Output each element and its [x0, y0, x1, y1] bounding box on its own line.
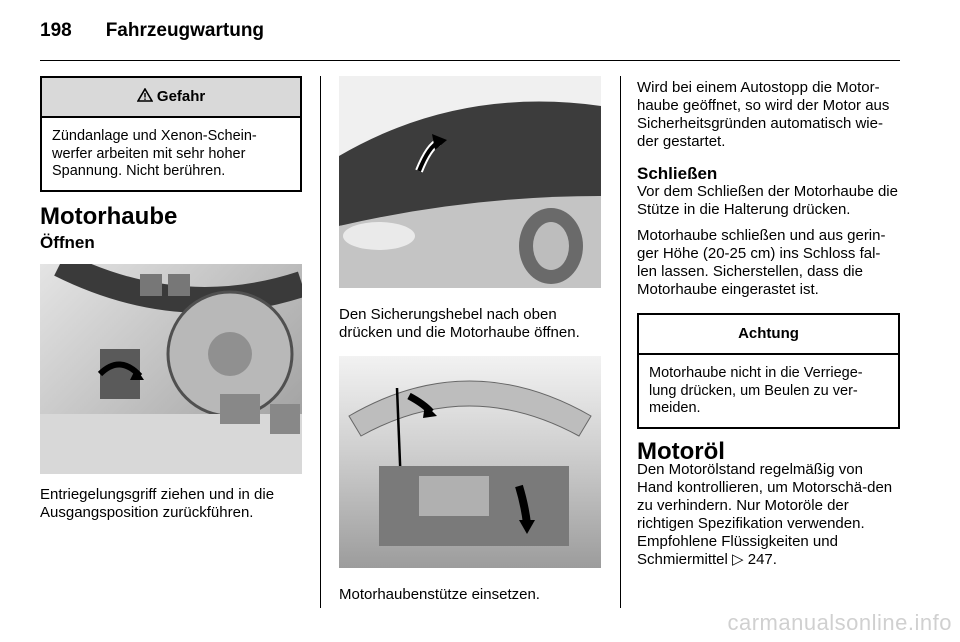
header-rule	[40, 60, 900, 61]
watermark: carmanualsonline.info	[727, 610, 952, 635]
engine-oil-page-ref[interactable]: 247.	[747, 550, 777, 568]
release-lever-illustration	[40, 264, 302, 474]
danger-box-text: Zündanlage und Xenon-Schein-werfer arbeiten mit sehr hoher Spannung. Nicht berühren.	[52, 128, 257, 179]
engine-oil-paragraph	[637, 461, 900, 569]
caption-safety-lever: Den Sicherungshebel nach oben drücken und die Motorhaube öffnen.	[339, 306, 580, 341]
caption-release-lever: Entriegelungsgriff ziehen und in die Ausgangsposition zurückführen.	[40, 485, 275, 521]
column-3	[637, 76, 900, 569]
engine-oil-text: Den Motorölstand regelmäßig von Hand kontrollieren, um Motorschä-den zu verhindern. Nur Motoröle der richtigen Spezifikation verwenden. Empfohlene Flüssigkeiten und Schmiermittel	[637, 460, 893, 568]
page-header	[40, 20, 264, 42]
caution-box-title: Achtung	[639, 315, 898, 355]
column-1	[40, 76, 302, 522]
section-heading-motoroel: Motoröl	[637, 437, 725, 465]
section-title: Fahrzeugwartung	[105, 20, 265, 41]
danger-box-title: Gefahr	[156, 88, 206, 105]
danger-box	[40, 76, 302, 192]
caution-box-text: Motorhaube nicht in die Verriege-lung drücken, um Beulen zu ver-meiden.	[649, 365, 863, 416]
closing-paragraph-1: Vor dem Schließen der Motorhaube die Stütze in die Halterung drücken.	[637, 183, 898, 218]
autostop-paragraph: Wird bei einem Autostopp die Motor-haube geöffnet, so wird der Motor aus Sicherheitsgründen automatisch wie-der gestartet.	[637, 79, 890, 150]
subheading-oeffnen: Öffnen	[40, 232, 95, 252]
danger-box-header	[42, 78, 300, 118]
hood-latch-illustration	[339, 76, 601, 288]
page-reference-arrow-icon: ▷	[732, 550, 744, 568]
closing-paragraph-2: Motorhaube schließen und aus gerin-ger Höhe (20-25 cm) ins Schloss fal-len lassen. Sicherstellen, dass die Motorhaube eingerastet ist.	[637, 227, 886, 298]
column-divider-1	[320, 76, 321, 608]
hood-stay-illustration	[339, 356, 601, 568]
subheading-schliessen: Schließen	[637, 164, 718, 183]
page-number: 198	[40, 20, 72, 41]
warning-triangle-icon	[137, 88, 157, 105]
caution-box	[637, 313, 900, 429]
column-2	[339, 76, 601, 604]
column-divider-2	[620, 76, 621, 608]
caption-hood-stay: Motorhaubenstütze einsetzen.	[339, 586, 540, 603]
section-heading-motorhaube: Motorhaube	[40, 202, 178, 230]
